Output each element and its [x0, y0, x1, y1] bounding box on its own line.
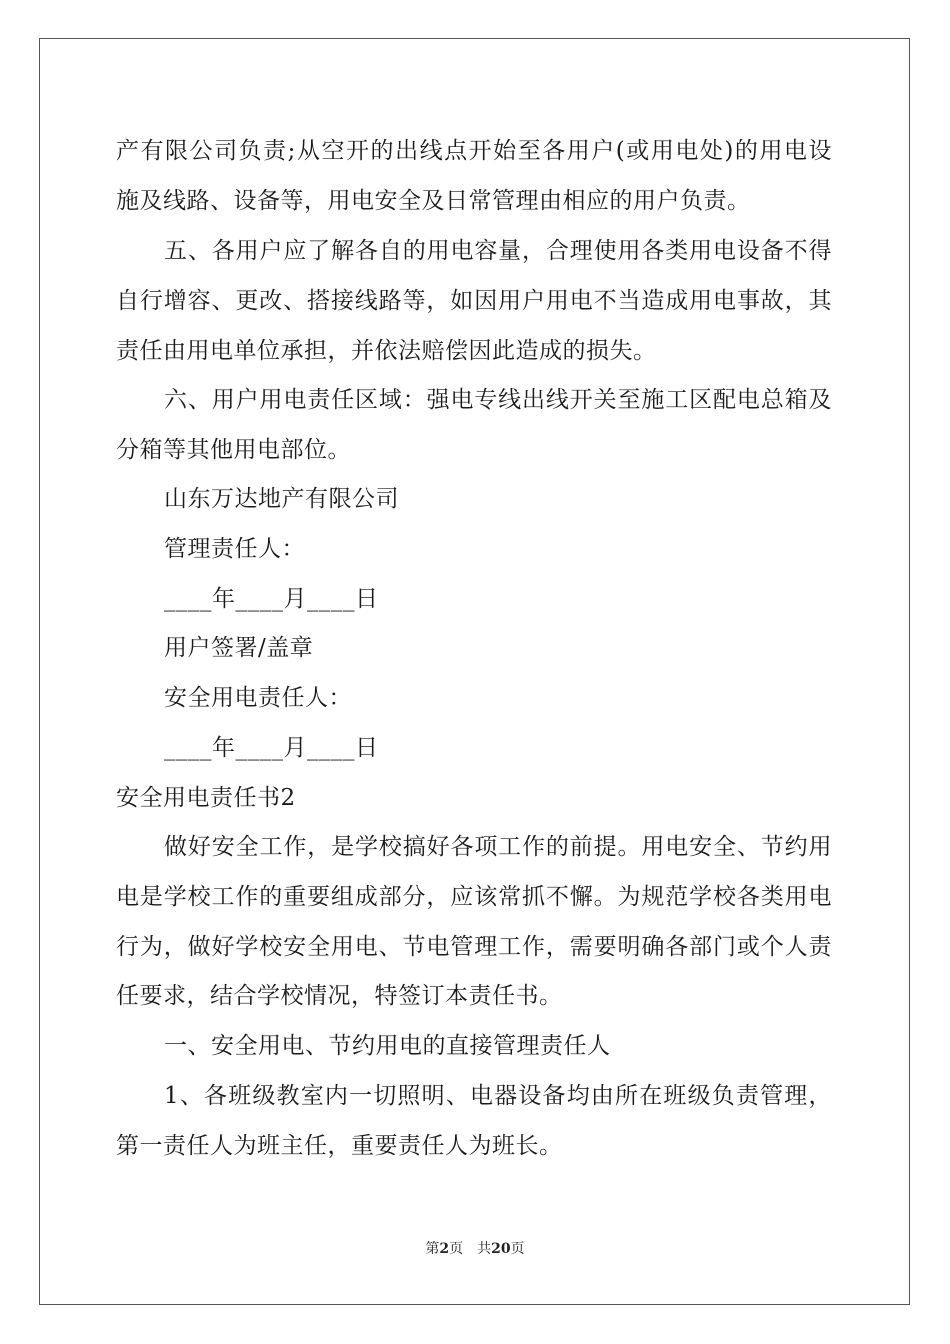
- total-suffix: 页: [510, 1241, 525, 1257]
- page-current: 2: [439, 1241, 450, 1257]
- paragraph-line: 施及线路、设备等，用电安全及日常管理由相应的用户负责。: [116, 188, 751, 214]
- user-signature-label: 用户签署/盖章: [164, 635, 314, 661]
- paragraph-line: 1、各班级教室内一切照明、电器设备均由所在班级负责管理，: [164, 1083, 832, 1109]
- total-prefix: 共: [477, 1241, 492, 1257]
- paragraph-line: 行为，做好学校安全用电、节电管理工作，需要明确各部门或个人责: [116, 934, 832, 960]
- page-prefix: 第: [425, 1241, 440, 1257]
- paragraph-line: 第一责任人为班主任，重要责任人为班长。: [116, 1133, 563, 1159]
- paragraph-line: 任要求，结合学校情况，特签订本责任书。: [116, 983, 563, 1009]
- paragraph-line: 责任由用电单位承担，并依法赔偿因此造成的损失。: [116, 338, 657, 364]
- date-line: ____年____月____日: [164, 586, 379, 612]
- page-footer: [0, 1240, 950, 1258]
- total-pages: 20: [491, 1241, 511, 1257]
- paragraph-line: 一、安全用电、节约用电的直接管理责任人: [164, 1033, 611, 1059]
- company-name: 山东万达地产有限公司: [164, 486, 399, 512]
- date-line: ____年____月____日: [164, 735, 379, 761]
- paragraph-line: 分箱等其他用电部位。: [116, 437, 351, 463]
- paragraph-line: 六、用户用电责任区域：强电专线出线开关至施工区配电总箱及: [164, 387, 832, 413]
- paragraph-line: 五、各用户应了解各自的用电容量，合理使用各类用电设备不得: [164, 238, 832, 264]
- page-frame: [39, 38, 910, 1305]
- paragraph-line: 自行增容、更改、搭接线路等，如因用户用电不当造成用电事故，其: [116, 288, 832, 314]
- paragraph-line: 做好安全工作，是学校搞好各项工作的前提。用电安全、节约用: [164, 834, 832, 860]
- safety-responsible-label: 安全用电责任人：: [164, 685, 352, 711]
- paragraph-line: 产有限公司负责;从空开的出线点开始至各用户(或用电处)的用电设: [116, 138, 832, 164]
- page-suffix: 页: [449, 1241, 464, 1257]
- section-title: 安全用电责任书2: [116, 785, 296, 811]
- paragraph-line: 电是学校工作的重要组成部分，应该常抓不懈。为规范学校各类用电: [116, 884, 832, 910]
- manager-label: 管理责任人：: [164, 536, 305, 562]
